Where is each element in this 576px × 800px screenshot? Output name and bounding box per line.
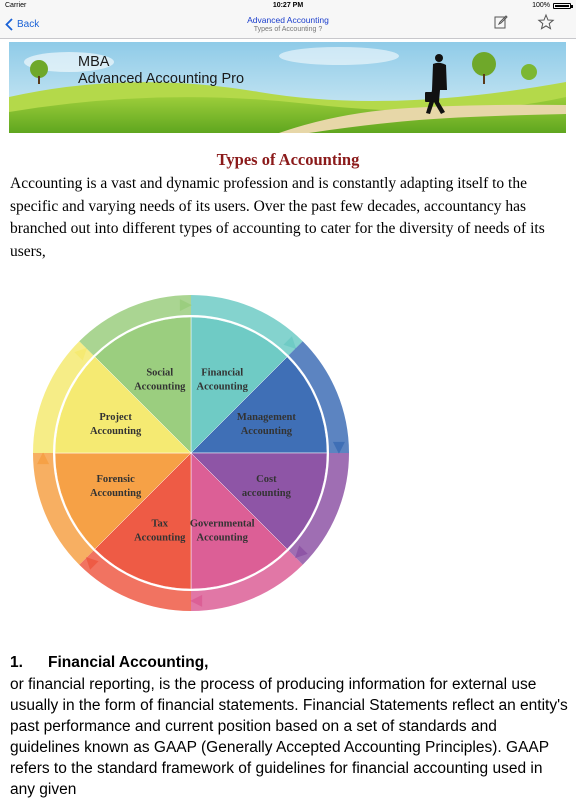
- edit-note-button[interactable]: [493, 14, 509, 30]
- navigation-bar: [0, 12, 576, 39]
- section-heading: Types of Accounting: [216, 150, 360, 169]
- battery-percent: 100%: [532, 2, 550, 9]
- wheel-segment-label: Social Accounting: [134, 367, 186, 393]
- banner-line-1: MBA: [78, 54, 110, 70]
- intro-paragraph: Accounting is a vast and dynamic profession and is constantly adapting itself to the specific and varying needs of its users. Over the past few decades, accountancy has branched out into different types of accounting to cater for the diversity of needs of its users,: [10, 175, 545, 260]
- favorite-button[interactable]: [537, 13, 555, 31]
- app-banner: [9, 42, 566, 133]
- wheel-segment-label: Tax Accounting: [134, 518, 186, 544]
- banner-title: [78, 54, 244, 88]
- clock: 10:27 PM: [272, 2, 304, 9]
- nav-title: Advanced Accounting: [247, 15, 329, 25]
- wheel-segment-label: Financial Accounting: [196, 367, 248, 393]
- star-icon: [537, 13, 555, 31]
- item-title: Financial Accounting,: [48, 654, 209, 671]
- status-bar: [0, 0, 576, 12]
- banner-line-2: Advanced Accounting Pro: [78, 71, 245, 87]
- item-body: or financial reporting, is the process of producing information for external use usually in the form of financial statements. Financial Statements reflect an entity's past performance and current position based on a set of standards and guidelines known as GAAP (Generally Accepted Accounting Principles). GAAP refers to the standard framework of guidelines for financial accounting used in any given: [10, 676, 568, 798]
- accounting-types-wheel: [26, 291, 356, 619]
- wheel-segment-label: Management Accounting: [236, 411, 296, 437]
- wheel-segment-label: Project Accounting: [89, 411, 142, 437]
- item-number: 1.: [10, 654, 23, 671]
- wheel-segment-label: Governmental Accounting: [189, 518, 255, 544]
- wheel-segment-label: Cost accounting: [241, 474, 291, 500]
- wheel-segment-label: Forensic Accounting: [89, 474, 142, 500]
- pencil-square-icon: [493, 14, 509, 30]
- nav-subtitle: Types of Accounting ?: [253, 26, 323, 33]
- item-heading: [10, 654, 208, 672]
- battery-indicator: [532, 2, 571, 9]
- back-label: Back: [17, 18, 40, 30]
- battery-icon: [553, 3, 571, 9]
- carrier-label: Carrier: [5, 2, 27, 9]
